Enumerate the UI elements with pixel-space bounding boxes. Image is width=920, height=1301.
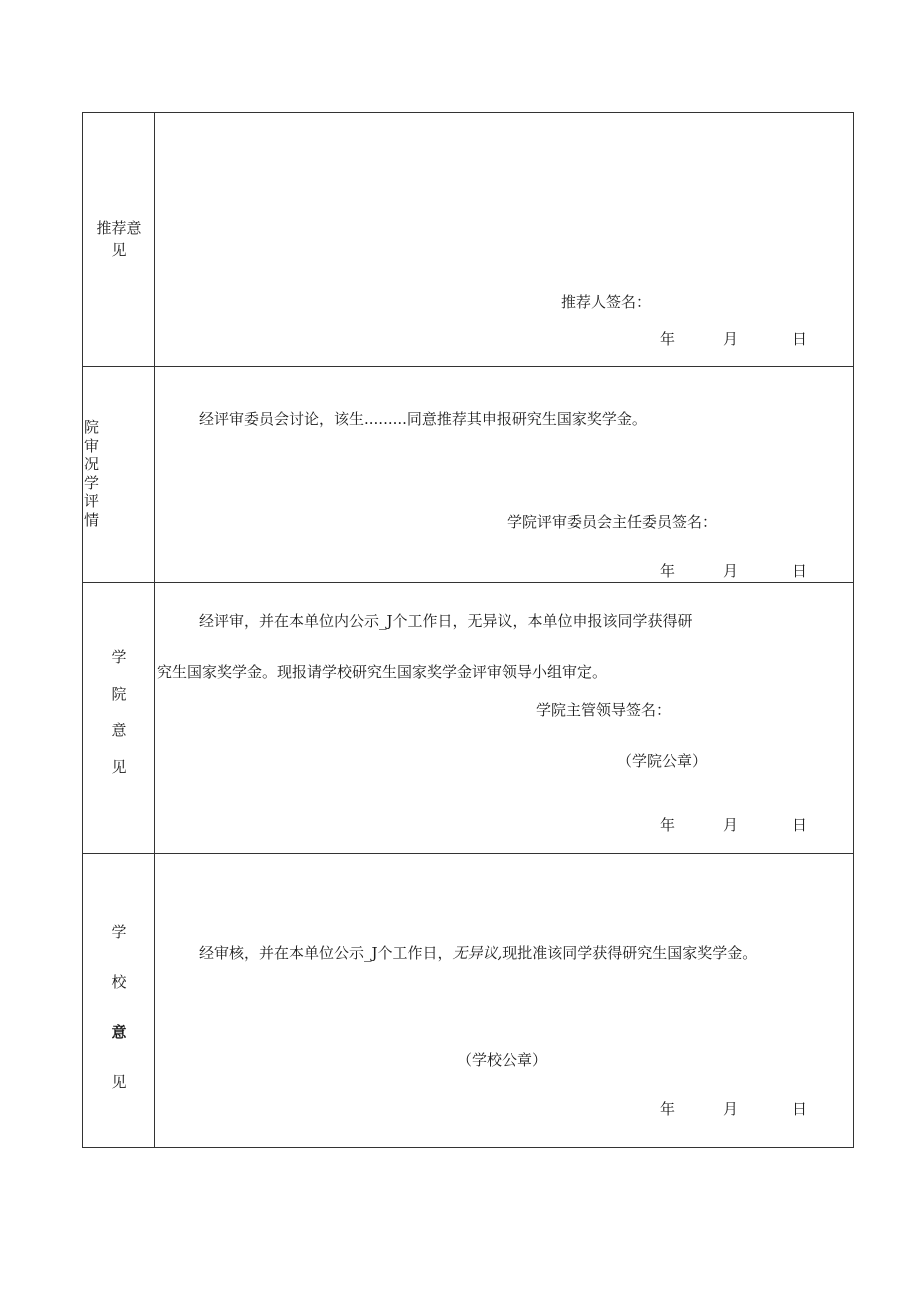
college-opinion-label-char: 见 — [111, 757, 127, 776]
school-opinion-text — [199, 943, 757, 963]
recommend-day: 日 — [792, 330, 808, 348]
school-opinion-label-char: 见 — [111, 1073, 127, 1091]
college-review-label-char: 评 — [84, 492, 100, 510]
scholarship-form-table — [82, 112, 854, 1148]
college-leader-signature: 学院主管领导签名： — [536, 701, 672, 719]
school-opinion-label-char: 意 — [111, 1023, 127, 1041]
school-opinion-day: 日 — [792, 1100, 808, 1118]
recommend-label — [89, 218, 149, 260]
college-review-label-char: 情 — [84, 510, 100, 529]
row-divider-3 — [83, 853, 853, 854]
college-opinion-day: 日 — [792, 816, 808, 834]
recommend-year: 年 — [660, 330, 676, 348]
school-opinion-text-part1: 经审核，并在本单位公示_J个工作日， — [199, 944, 453, 962]
school-opinion-text-no-objection: 无异议, — [452, 944, 503, 962]
recommend-label-line1: 推荐意 — [96, 219, 142, 237]
school-opinion-text-part3: 现批准该同学获得研究生国家奖学金。 — [502, 944, 758, 962]
college-review-signature: 学院评审委员会主任委员签名： — [507, 513, 718, 531]
college-opinion-text-line2: 究生国家奖学金。现报请学校研究生国家奖学金评审领导小组审定。 — [157, 663, 608, 681]
college-review-text: 经评审委员会讨论，该生.........同意推荐其申报研究生国家奖学金。 — [199, 410, 647, 428]
college-review-label — [84, 418, 114, 529]
row-divider-2 — [83, 582, 853, 583]
school-opinion-label — [104, 907, 134, 1107]
college-opinion-label-char: 意 — [111, 721, 127, 739]
recommender-signature: 推荐人签名： — [561, 293, 652, 311]
school-opinion-month: 月 — [723, 1100, 739, 1118]
college-review-label-char: 审 — [84, 436, 100, 455]
college-review-month: 月 — [723, 562, 739, 580]
college-opinion-year: 年 — [660, 816, 676, 834]
college-seal: （学院公章） — [617, 752, 708, 770]
college-opinion-label — [104, 639, 134, 785]
college-opinion-label-char: 院 — [111, 684, 127, 703]
college-opinion-month: 月 — [723, 816, 739, 834]
college-review-day: 日 — [792, 562, 808, 580]
school-opinion-label-char: 校 — [111, 973, 127, 991]
recommend-month: 月 — [723, 330, 739, 348]
college-opinion-label-char: 学 — [111, 648, 127, 666]
college-review-label-char: 学 — [84, 473, 100, 492]
recommend-label-line2: 见 — [111, 241, 127, 259]
school-opinion-label-char: 学 — [111, 923, 127, 941]
college-review-year: 年 — [660, 562, 676, 580]
school-opinion-year: 年 — [660, 1100, 676, 1118]
label-column-divider — [154, 113, 155, 1147]
school-seal: （学校公章） — [457, 1051, 548, 1069]
college-review-label-char: 况 — [84, 455, 100, 473]
college-review-label-char: 院 — [84, 418, 100, 436]
college-opinion-text-line1: 经评审，并在本单位内公示_J个工作日，无异议，本单位申报该同学获得研 — [199, 612, 693, 630]
row-divider-1 — [83, 366, 853, 367]
